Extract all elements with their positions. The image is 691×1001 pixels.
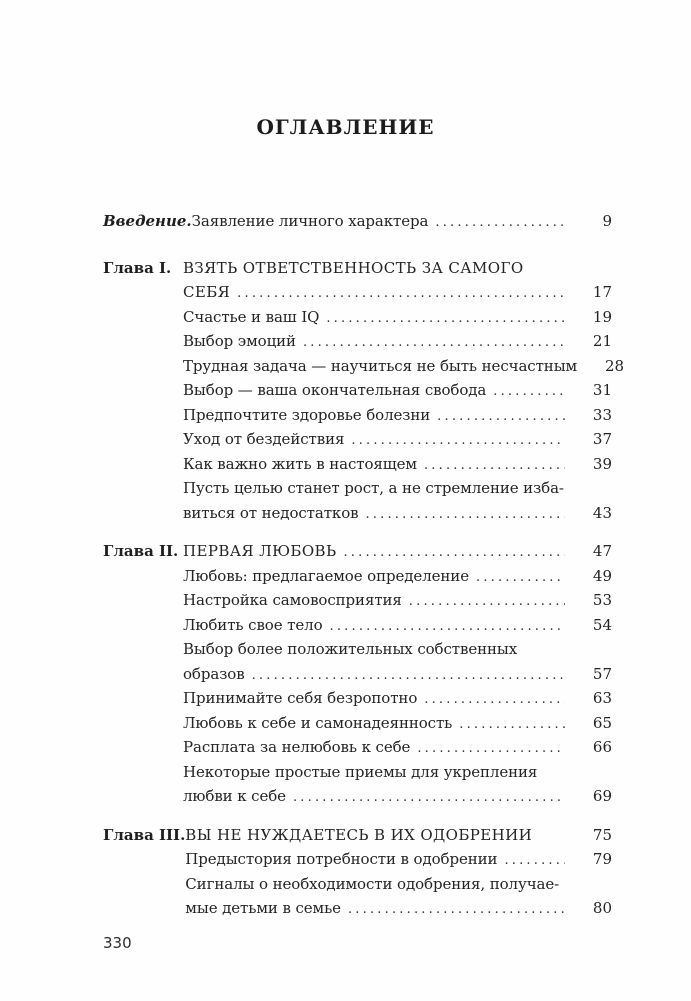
section-label: Глава III.	[103, 825, 186, 844]
toc-entry-row	[183, 638, 612, 663]
entry-title: мые детьми в семье	[185, 899, 341, 917]
toc-entry-row	[183, 257, 612, 282]
dot-leader	[417, 687, 565, 712]
entry-title: образов	[183, 664, 245, 683]
toc-entry-row	[183, 712, 612, 737]
entry-title: Любовь: предлагаемое определение	[183, 566, 469, 585]
toc-entry-row	[183, 540, 612, 565]
entry-title: Выбор более положительных собственных	[183, 640, 518, 658]
dot-leader	[564, 477, 565, 502]
page-number: 57	[592, 664, 612, 683]
toc-entry-row	[183, 589, 612, 614]
dot-leader	[532, 824, 565, 849]
dot-leader	[323, 614, 566, 639]
entry-title: Некоторые простые приемы для укрепления	[183, 762, 538, 781]
toc-entry-row	[192, 210, 612, 235]
dot-leader	[319, 306, 565, 331]
entry-title: ВЗЯТЬ ОТВЕТСТВЕННОСТЬ ЗА САМОГО	[183, 258, 524, 277]
page-number: 53	[592, 591, 612, 609]
entry-title: Счастье и ваш IQ	[183, 307, 320, 326]
entry-title: ПЕРВАЯ ЛЮБОВЬ	[183, 542, 337, 560]
page-number: 75	[592, 825, 612, 844]
dot-leader	[410, 736, 565, 761]
entry-title: виться от недостатков	[183, 503, 359, 522]
dot-leader	[497, 848, 565, 873]
page-number: 19	[592, 307, 612, 326]
entry-title: Выбор эмоций	[183, 332, 296, 350]
dot-leader	[417, 453, 565, 478]
entry-title: Трудная задача — научиться не быть несчастным	[183, 356, 578, 375]
page-number: 66	[592, 738, 612, 756]
page-number: 54	[592, 615, 612, 634]
dot-leader	[230, 281, 565, 306]
toc-entry-row	[185, 848, 612, 873]
entry-title: Выбор — ваша окончательная свобода	[183, 381, 487, 399]
page-number: 21	[592, 332, 612, 350]
page-number: 65	[592, 713, 612, 732]
dot-leader	[245, 663, 565, 688]
toc-entry-row	[183, 306, 612, 331]
page-number: 31	[592, 381, 612, 399]
toc-entry-row	[183, 355, 625, 380]
dot-leader	[296, 330, 565, 355]
page-number: 39	[592, 454, 612, 473]
entry-title: Предпочтите здоровье болезни	[183, 405, 431, 424]
toc-entry-row	[183, 785, 612, 810]
section-rows	[185, 824, 612, 922]
entry-title: Пусть целью станет рост, а не стремление изба-	[183, 479, 564, 497]
section-label: Глава II.	[103, 542, 179, 560]
dot-leader	[286, 785, 565, 810]
toc-entry-row	[183, 428, 612, 453]
entry-title: СЕБЯ	[183, 283, 231, 301]
toc-section	[103, 257, 625, 527]
toc-entry-row	[183, 477, 612, 502]
dot-leader	[537, 761, 565, 786]
toc-entry-row	[185, 824, 612, 849]
toc-entry-row	[185, 897, 612, 922]
section-rows	[183, 540, 612, 810]
section-rows	[183, 257, 625, 527]
page-number: 80	[592, 899, 612, 917]
page-number: 69	[592, 787, 612, 805]
entry-title: Любить свое тело	[183, 615, 323, 634]
entry-title: Принимайте себя безропотно	[183, 689, 418, 707]
dot-leader	[430, 404, 565, 429]
entry-title: Любовь к себе и самонадеянность	[183, 713, 453, 732]
toc-entry-row	[183, 379, 612, 404]
toc-entry-row	[183, 687, 612, 712]
entry-title: Сигналы о необходимости одобрения, получае-	[185, 874, 560, 893]
toc-section	[103, 540, 612, 810]
toc-entry-row	[183, 565, 612, 590]
section-label: Введение.	[103, 212, 192, 230]
section-rows	[192, 210, 612, 235]
dot-leader	[336, 540, 565, 565]
entry-title: ВЫ НЕ НУЖДАЕТЕСЬ В ИХ ОДОБРЕНИИ	[185, 825, 533, 844]
entry-title: любви к себе	[183, 787, 286, 805]
dot-leader	[402, 589, 565, 614]
page-number: 79	[592, 850, 612, 868]
toc-entry-row	[183, 663, 612, 688]
toc-entry-row	[183, 404, 612, 429]
toc-entry-row	[185, 873, 612, 898]
toc-entry-row	[183, 453, 612, 478]
toc-entry-row	[183, 614, 612, 639]
dot-leader	[344, 428, 565, 453]
toc-section	[103, 210, 612, 235]
entry-title: Предыстория потребности в одобрении	[185, 850, 498, 868]
dot-leader	[469, 565, 565, 590]
page-number: 63	[592, 689, 612, 707]
entry-title: Уход от бездействия	[183, 430, 345, 448]
dot-leader	[559, 873, 565, 898]
folio-page-number: 330	[103, 933, 132, 952]
page-number: 49	[592, 566, 612, 585]
toc-entry-row	[183, 761, 612, 786]
entry-title: Как важно жить в настоящем	[183, 454, 417, 473]
entry-title: Заявление личного характера	[191, 212, 429, 230]
dot-leader	[428, 210, 565, 235]
page-number: 33	[592, 405, 612, 424]
table-of-contents	[103, 210, 625, 922]
toc-entry-row	[183, 736, 612, 761]
dot-leader	[524, 257, 565, 282]
page-number: 28	[605, 356, 625, 375]
toc-title: ОГЛАВЛЕНИЕ	[256, 115, 435, 139]
toc-entry-row	[183, 502, 612, 527]
page-number: 17	[592, 283, 612, 301]
dot-leader	[341, 897, 565, 922]
toc-section	[103, 824, 612, 922]
dot-leader	[452, 712, 565, 737]
page-number: 37	[592, 430, 612, 448]
dot-leader	[486, 379, 565, 404]
entry-title: Настройка самовосприятия	[183, 591, 402, 609]
toc-entry-row	[183, 281, 612, 306]
toc-entry-row	[183, 330, 612, 355]
page-number: 47	[592, 542, 612, 560]
section-label: Глава I.	[103, 258, 172, 277]
page-number: 43	[592, 503, 612, 522]
page-number: 9	[602, 212, 612, 230]
dot-leader	[517, 638, 565, 663]
dot-leader	[358, 502, 565, 527]
entry-title: Расплата за нелюбовь к себе	[183, 738, 411, 756]
